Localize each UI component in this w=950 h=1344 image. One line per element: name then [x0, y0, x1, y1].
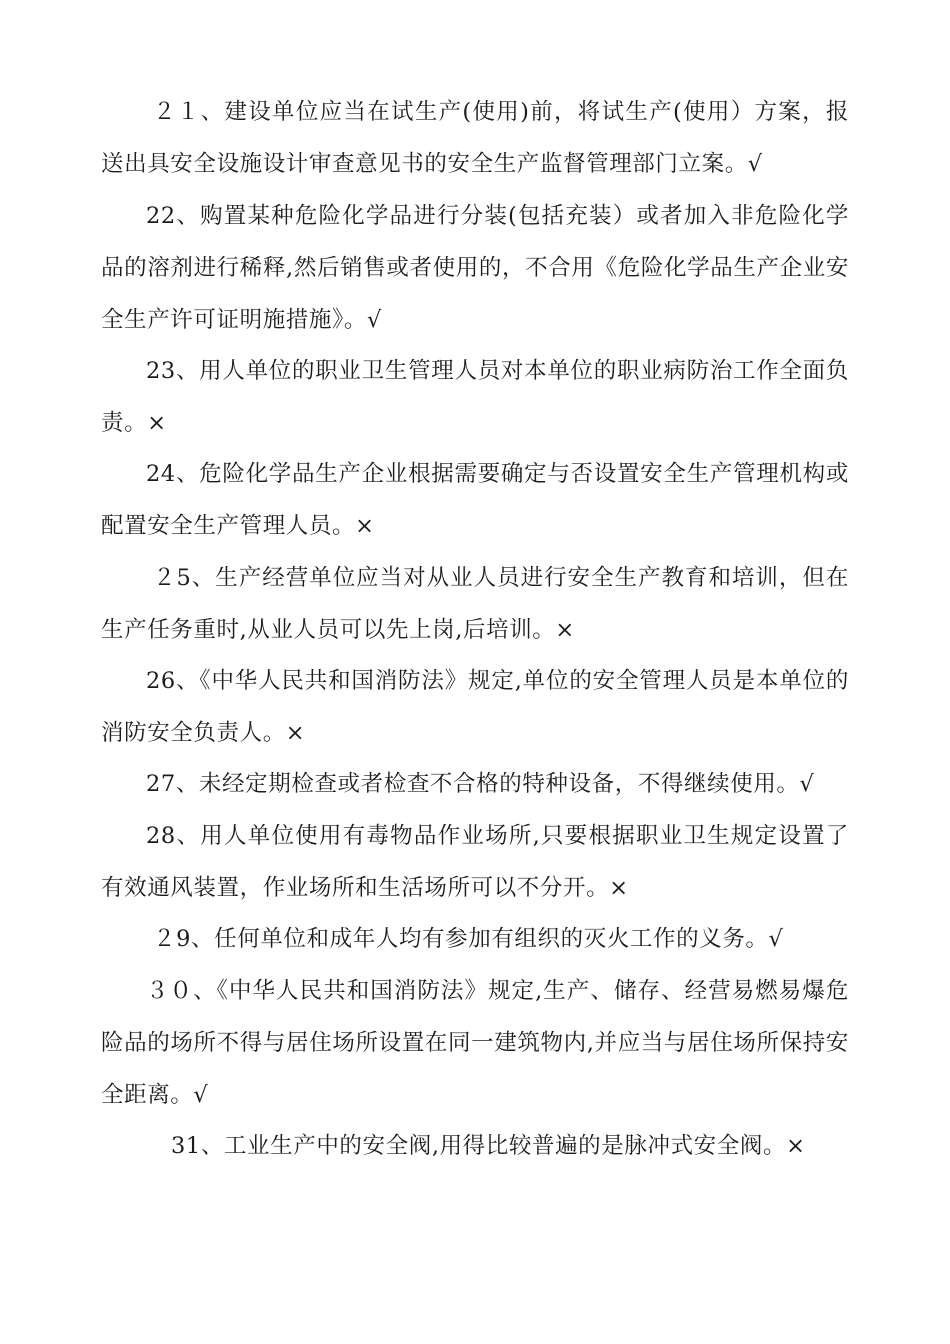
question-26: 26、《中华人民共和国消防法》规定,单位的安全管理人员是本单位的消防安全负责人。× — [101, 668, 849, 746]
question-23: 23、用人单位的职业卫生管理人员对本单位的职业病防治工作全面负责。× — [101, 358, 849, 436]
question-28: 28、用人单位使用有毒物品作业场所,只要根据职业卫生规定设置了有效通风装置，作业场所和生活场所可以不分开。× — [101, 823, 849, 901]
question-27: 27、未经定期检查或者检查不合格的特种设备，不得继续使用。√ — [146, 771, 815, 797]
question-30: ３０、《中华人民共和国消防法》规定,生产、储存、经营易燃易爆危险品的场所不得与居住场所设置在同一建筑物内,并应当与居住场所保持安全距离。√ — [101, 978, 849, 1108]
question-29: ２9、任何单位和成年人均有参加有组织的灭火工作的义务。√ — [153, 926, 784, 952]
question-24: 24、危险化学品生产企业根据需要确定与否设置安全生产管理机构或配置安全生产管理人员。× — [101, 461, 849, 539]
question-31: 31、工业生产中的安全阀,用得比较普遍的是脉冲式安全阀。× — [171, 1133, 806, 1159]
question-21: ２１、建设单位应当在试生产(使用)前，将试生产(使用）方案，报送出具安全设施设计审查意见书的安全生产监督管理部门立案。√ — [101, 99, 849, 177]
question-25: ２5、生产经营单位应当对从业人员进行安全生产教育和培训，但在生产任务重时,从业人员可以先上岗,后培训。× — [101, 565, 849, 643]
question-22: 22、购置某种危险化学品进行分装(包括充装）或者加入非危险化学品的溶剂进行稀释,然后销售或者使用的，不合用《危险化学品生产企业安全生产许可证明施措施》。√ — [101, 203, 849, 333]
